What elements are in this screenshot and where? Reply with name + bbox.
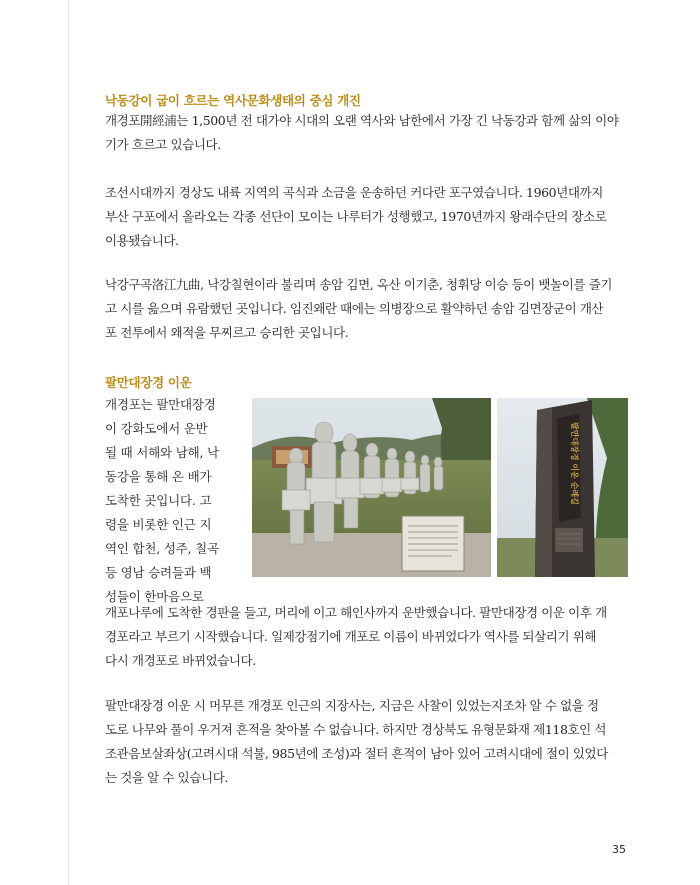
text-line: 고 시를 읊으며 유람했던 곳입니다. 임진왜란 때에는 의병장으로 활약하던 송암 김면장군이 개산 <box>105 301 604 316</box>
text-line: 기가 흐르고 있습니다. <box>105 137 221 152</box>
page-gutter-line <box>68 0 69 885</box>
text-line: 될 때 서해와 남해, 낙 <box>105 445 219 460</box>
photo-statues <box>252 398 491 577</box>
text-line: 도착한 곳입니다. 고 <box>105 493 212 508</box>
text-line: 포 전투에서 왜적을 무찌르고 승리한 곳입니다. <box>105 325 349 340</box>
page-number: 35 <box>612 843 626 856</box>
paragraph-joseon <box>105 181 630 253</box>
text-line: 부산 구포에서 올라오는 각종 선단이 모이는 나루터가 성행했고, 1970년까지 왕래수단의 장소로 <box>105 209 607 224</box>
text-line: 개경포開經浦는 1,500년 전 대가야 시대의 오랜 역사와 남한에서 가장 긴 낙동강과 함께 삶의 이야 <box>105 113 619 128</box>
photo-monument <box>497 398 628 577</box>
text-line: 동강을 통해 온 배가 <box>105 469 212 484</box>
monument-inscription: 팔만대장경 이운 순례길 <box>570 422 579 505</box>
text-line: 조선시대까지 경상도 내륙 지역의 곡식과 소금을 운송하던 커다란 포구였습니다. 1960년대까지 <box>105 185 603 200</box>
text-line: 령을 비롯한 인근 지 <box>105 517 212 532</box>
text-line: 도로 나무와 풀이 우거져 흔적을 찾아볼 수 없습니다. 하지만 경상북도 유형문화재 제118호인 석 <box>105 722 607 737</box>
text-line: 낙강구곡洛江九曲, 낙강칠현이라 불리며 송암 김면, 옥산 이기춘, 청휘당 이승 등이 뱃놀이를 즐기 <box>105 277 613 292</box>
text-line: 는 것을 알 수 있습니다. <box>105 770 228 785</box>
text-line: 조관음보살좌상(고려시대 석불, 985년에 조성)과 절터 흔적이 남아 있어 고려시대에 절이 있었다 <box>105 746 608 761</box>
text-line: 이용됐습니다. <box>105 233 179 248</box>
text-line: 등 영남 승려들과 백 <box>105 565 212 580</box>
paragraph-jijangsa <box>105 694 630 790</box>
text-line: 성들이 한마음으로 <box>105 589 204 604</box>
text-line: 이 강화도에서 운반 <box>105 421 208 436</box>
text-line: 개포나루에 도착한 경판을 들고, 머리에 이고 해인사까지 운반했습니다. 팔만대장경 이운 이후 개 <box>105 605 607 620</box>
text-line: 팔만대장경 이운 시 머무른 개경포 인근의 지장사는, 지금은 사찰이 있었는지조차 알 수 없을 정 <box>105 698 599 713</box>
paragraph-palman-continued <box>105 601 630 673</box>
section-heading-palman: 팔만대장경 이운 <box>105 375 192 390</box>
text-line: 역인 합천, 성주, 칠곡 <box>105 541 219 556</box>
section-heading-gaejin: 낙동강이 굽이 흐르는 역사문화생태의 중심 개진 <box>105 93 361 108</box>
text-line: 경포라고 부르기 시작했습니다. 일제강점기에 개포로 이름이 바뀌었다가 역사를 되살리기 위해 <box>105 629 597 644</box>
paragraph-intro <box>105 109 630 157</box>
paragraph-palman-wrap <box>105 393 235 609</box>
text-line: 다시 개경포로 바뀌었습니다. <box>105 653 256 668</box>
paragraph-nakgang <box>105 273 630 345</box>
text-line: 개경포는 팔만대장경 <box>105 397 216 412</box>
